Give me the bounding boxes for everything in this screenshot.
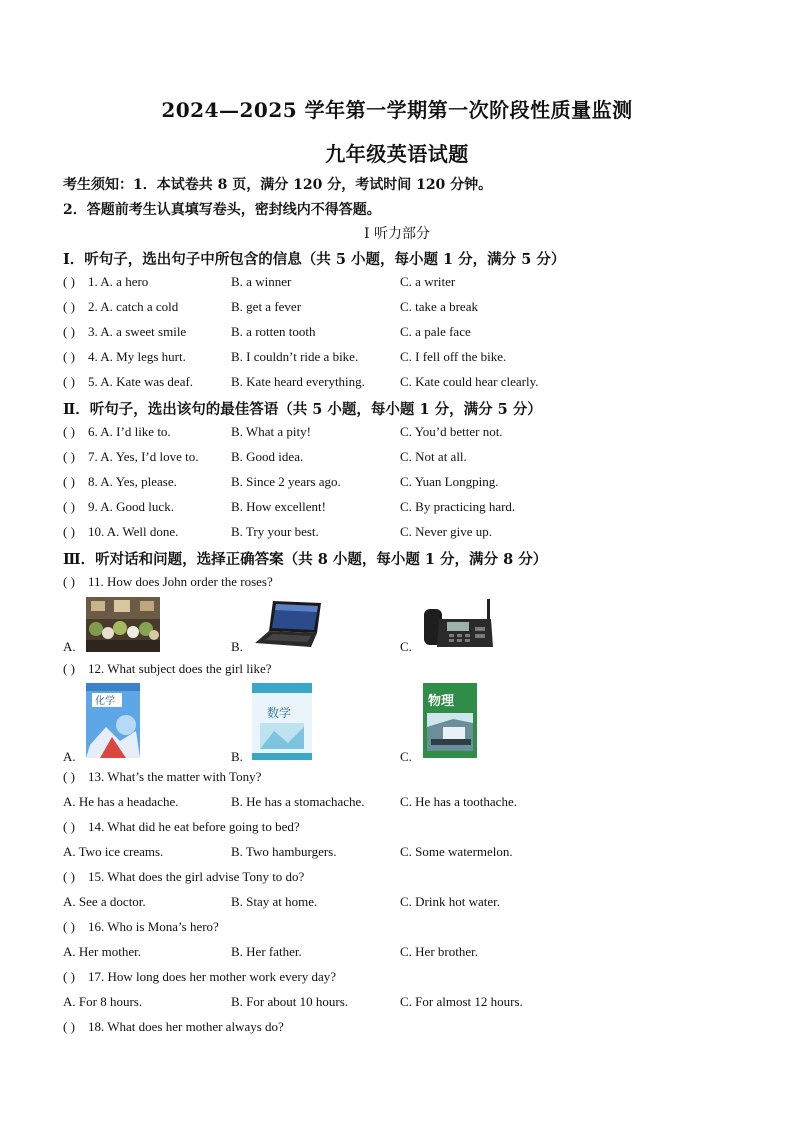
question-stem: 7. A. Yes, I’d love to.: [88, 449, 199, 464]
question-stem: 14. What did he eat before going to bed?: [88, 819, 300, 834]
question-stem: 18. What does her mother always do?: [88, 1019, 284, 1034]
notice-line-1: 考生须知：1．本试卷共 8 页，满分 120 分，考试时间 120 分钟。: [63, 177, 493, 193]
question-stem: 15. What does the girl advise Tony to do?: [88, 869, 305, 884]
option-b: B. How excellent!: [231, 499, 326, 514]
option-b: B. I couldn’t ride a bike.: [231, 349, 359, 364]
option-b: B. For about 10 hours.: [231, 994, 348, 1009]
section-3-title: Ⅲ．听对话和问题，选择正确答案（共 8 小题，每小题 1 分，满分 8 分）: [63, 551, 548, 568]
answer-bracket[interactable]: ( ): [63, 349, 75, 364]
option-b: B. Stay at home.: [231, 894, 318, 909]
image-option-b-label: B.: [231, 749, 243, 764]
question-stem: 17. How long does her mother work every day?: [88, 969, 337, 984]
answer-bracket[interactable]: ( ): [63, 424, 75, 439]
part-title-listening: Ⅰ 听力部分: [364, 226, 430, 242]
answer-bracket[interactable]: ( ): [63, 324, 75, 339]
question-stem: 13. What’s the matter with Tony?: [88, 769, 262, 784]
question-stem: 9. A. Good luck.: [88, 499, 174, 514]
question-stem: 10. A. Well done.: [88, 524, 179, 539]
answer-bracket[interactable]: ( ): [63, 474, 75, 489]
question-stem: 16. Who is Mona’s hero?: [88, 919, 219, 934]
question-row: [63, 524, 743, 546]
option-a: A. See a doctor.: [63, 894, 146, 909]
image-option-a-label: A.: [63, 639, 76, 654]
image-option-c-label: C.: [400, 749, 412, 764]
answer-bracket[interactable]: ( ): [63, 374, 75, 389]
question-stem: 11. How does John order the roses?: [88, 574, 273, 589]
question-row: [63, 474, 743, 496]
answer-bracket[interactable]: ( ): [63, 574, 75, 589]
answer-bracket[interactable]: ( ): [63, 769, 75, 784]
option-c: C. Drink hot water.: [400, 894, 501, 909]
question-stem: 2. A. catch a cold: [88, 299, 179, 314]
chemistry-book-label: 化学: [95, 696, 115, 707]
image-option-c-label: C.: [400, 639, 412, 654]
option-b: B. a rotten tooth: [231, 324, 316, 339]
physics-book-label: 物理: [428, 694, 455, 709]
option-b: B. What a pity!: [231, 424, 311, 439]
answer-bracket[interactable]: ( ): [63, 274, 75, 289]
answer-bracket[interactable]: ( ): [63, 524, 75, 539]
option-c: C. a pale face: [400, 324, 471, 339]
option-c: C. He has a toothache.: [400, 794, 517, 809]
answer-bracket[interactable]: ( ): [63, 819, 75, 834]
option-c: C. You’d better not.: [400, 424, 503, 439]
answer-bracket[interactable]: ( ): [63, 919, 75, 934]
exam-subtitle: 九年级英语试题: [325, 142, 469, 166]
answer-bracket[interactable]: ( ): [63, 1019, 75, 1034]
option-c: C. Some watermelon.: [400, 844, 513, 859]
option-c: C. take a break: [400, 299, 478, 314]
section-2-title: Ⅱ．听句子，选出该句的最佳答语（共 5 小题，每小题 1 分，满分 5 分）: [63, 401, 542, 418]
option-a: A. Her mother.: [63, 944, 141, 959]
math-textbook-photo-icon: [252, 683, 312, 760]
option-c: C. By practicing hard.: [400, 499, 516, 514]
answer-bracket[interactable]: ( ): [63, 869, 75, 884]
option-a: A. For 8 hours.: [63, 994, 143, 1009]
laptop-photo-icon: [251, 597, 327, 651]
answer-bracket[interactable]: ( ): [63, 299, 75, 314]
option-b: B. a winner: [231, 274, 292, 289]
option-a: A. Two ice creams.: [63, 844, 164, 859]
math-book-label: 数学: [267, 706, 292, 720]
image-option-a-label: A.: [63, 749, 76, 764]
option-c: C. Her brother.: [400, 944, 478, 959]
notice-line-2: 2．答题前考生认真填写卷头，密封线内不得答题。: [63, 202, 381, 218]
question-stem: 4. A. My legs hurt.: [88, 349, 186, 364]
question-stem: 8. A. Yes, please.: [88, 474, 177, 489]
option-a: A. He has a headache.: [63, 794, 179, 809]
exam-title: 2024—2025 学年第一学期第一次阶段性质量监测: [161, 98, 633, 122]
question-stem: 6. A. I’d like to.: [88, 424, 171, 439]
option-b: B. Try your best.: [231, 524, 319, 539]
option-b: B. Her father.: [231, 944, 302, 959]
option-c: C. Kate could hear clearly.: [400, 374, 539, 389]
question-row: [63, 324, 743, 346]
option-b: B. Good idea.: [231, 449, 304, 464]
section-1-title: Ⅰ．听句子，选出句子中所包含的信息（共 5 小题，每小题 1 分，满分 5 分）: [63, 251, 566, 268]
question-row: [63, 449, 743, 471]
flower-shop-photo-icon: [86, 597, 160, 652]
option-b: B. Since 2 years ago.: [231, 474, 341, 489]
answer-bracket[interactable]: ( ): [63, 499, 75, 514]
question-row: [63, 299, 743, 321]
option-b: B. He has a stomachache.: [231, 794, 365, 809]
option-c: C. Yuan Longping.: [400, 474, 499, 489]
question-row: [63, 424, 743, 446]
option-c: C. a writer: [400, 274, 456, 289]
option-c: C. For almost 12 hours.: [400, 994, 523, 1009]
question-row: [63, 349, 743, 371]
option-c: C. Never give up.: [400, 524, 493, 539]
question-stem: 3. A. a sweet smile: [88, 324, 187, 339]
answer-bracket[interactable]: ( ): [63, 661, 75, 676]
answer-bracket[interactable]: ( ): [63, 969, 75, 984]
answer-bracket[interactable]: ( ): [63, 449, 75, 464]
desk-telephone-photo-icon: [421, 597, 497, 651]
question-row: [63, 274, 743, 296]
option-b: B. Kate heard everything.: [231, 374, 365, 389]
option-b: B. get a fever: [231, 299, 302, 314]
chemistry-textbook-photo-icon: [86, 683, 140, 758]
physics-textbook-photo-icon: [423, 683, 477, 758]
option-c: C. Not at all.: [400, 449, 467, 464]
question-stem: 12. What subject does the girl like?: [88, 661, 272, 676]
option-c: C. I fell off the bike.: [400, 349, 507, 364]
question-stem: 5. A. Kate was deaf.: [88, 374, 194, 389]
image-option-b-label: B.: [231, 639, 243, 654]
question-row: [63, 374, 743, 396]
question-stem: 1. A. a hero: [88, 274, 149, 289]
question-row: [63, 499, 743, 521]
option-b: B. Two hamburgers.: [231, 844, 337, 859]
